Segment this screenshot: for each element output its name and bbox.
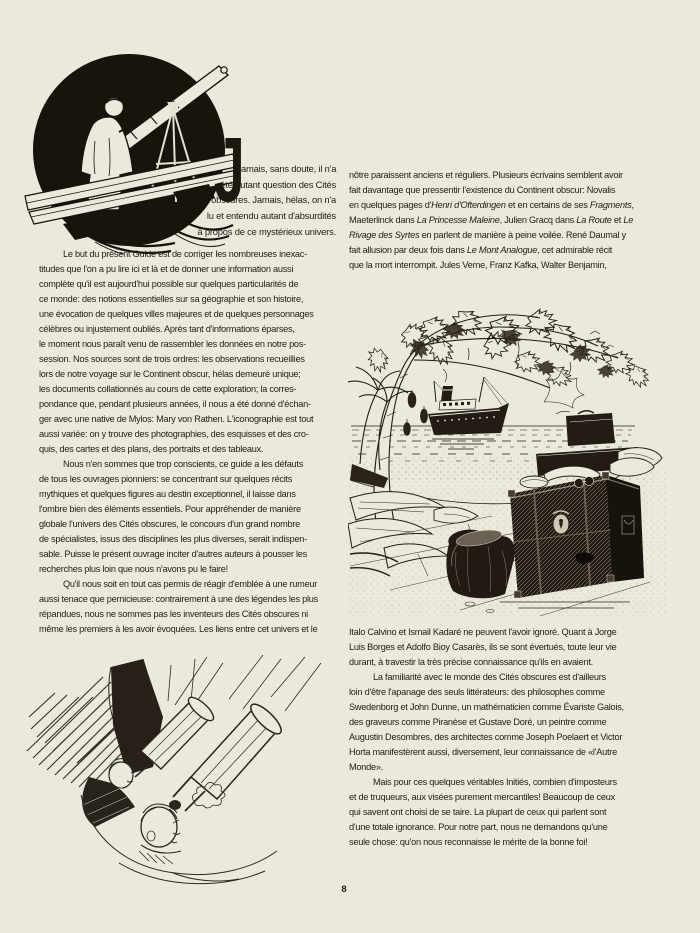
text-line: globale l'univers des Cités obscures, le concours d'un grand nombre bbox=[39, 519, 301, 529]
book-title: Henri d'Ofterdingen bbox=[431, 200, 506, 210]
text-line: Monde». bbox=[349, 762, 384, 772]
paragraph bbox=[349, 625, 639, 670]
text-line: pondance que, pendant plusieurs années, il nous a été donné d'échan- bbox=[39, 399, 311, 409]
opening-line: été autant question des Cités bbox=[220, 178, 336, 190]
book-title: La Princesse Maleine bbox=[416, 215, 500, 225]
text-line: les documents collationnés au cours de cette exploration; la corres- bbox=[39, 384, 297, 394]
text-line: sable. Puisse le présent ouvrage inciter d'autres auteurs à pousser les bbox=[39, 549, 307, 559]
text-line: une évocation de quelques villes majeures et de quelques personnages bbox=[39, 309, 314, 319]
text-line: durant, à travestir la très précise connaissance qu'ils en avaient. bbox=[349, 657, 593, 667]
text-line: l'ombre bien des éléments essentiels. Pour appréhender de manière bbox=[39, 504, 301, 514]
text-segment: et bbox=[611, 215, 624, 225]
text-line: aussi tenace que pernicieuse: contrairement à une des légendes les plus bbox=[39, 594, 318, 604]
text-line: ce monde: des notions essentielles sur sa géographie et son histoire, bbox=[39, 294, 304, 304]
text-line: Augustin Desombres, des architectes comme Joseph Poelaert et Victor bbox=[349, 732, 623, 742]
text-line: Le but du présent Guide est de corriger les nombreuses inexac- bbox=[63, 249, 307, 259]
paragraph bbox=[349, 168, 639, 273]
text-line: fait davantage que pressentir l'existence du Continent obscur: Novalis bbox=[349, 185, 616, 195]
text-line: Horta manifestèrent aussi, diversement, leur connaissance de «l'Autre bbox=[349, 747, 617, 757]
text-line: célèbres ou injustement oubliés. Après tant d'informations éparses, bbox=[39, 324, 295, 334]
text-line: session. Nos sources sont de trois ordres: les observations recueillies bbox=[39, 354, 305, 364]
right-text-column-top bbox=[349, 168, 639, 273]
text-line: mythiques et quelques figures au destin exceptionnel, il laisse dans bbox=[39, 489, 296, 499]
left-text-column bbox=[39, 247, 335, 637]
right-text-column-bottom bbox=[349, 625, 639, 850]
page-number: 8 bbox=[341, 884, 347, 895]
text-segment: , bbox=[631, 200, 634, 210]
text-line bbox=[349, 243, 639, 258]
text-segment: Maeterlinck dans bbox=[349, 215, 417, 225]
text-segment: , cet admirable récit bbox=[537, 245, 613, 255]
text-line: Swedenborg et John Dunne, un mathématicien comme Évariste Galois, bbox=[349, 702, 624, 712]
text-line: que la mort interrompit. Jules Verne, Franz Kafka, Walter Benjamin, bbox=[349, 260, 607, 270]
text-line: de spécialistes, issus des disciplines les plus diverses, serait indispen- bbox=[39, 534, 307, 544]
text-line: loin d'être l'apanage des seuls littérateurs: des philosophes comme bbox=[349, 687, 605, 697]
paragraph bbox=[349, 775, 639, 850]
opening-line: à propos de ce mystérieux univers. bbox=[197, 225, 336, 237]
opening-line: obscures. Jamais, hélas, on n'a bbox=[211, 194, 336, 206]
text-line: quis, des cartes et des plans, des portraits et des tableaux. bbox=[39, 444, 264, 454]
text-line: d'une totale ignorance. Pour notre part, nous ne demandons qu'une bbox=[349, 822, 608, 832]
text-line: titudes que l'on a pu lire ici et là et de donner une information aussi bbox=[39, 264, 294, 274]
text-line: Mais pour ces quelques véritables Initiés, combien d'imposteurs bbox=[373, 777, 617, 787]
book-title: Le bbox=[623, 215, 634, 225]
text-line: recherches plus loin que nous n'avons pu le faire! bbox=[39, 564, 228, 574]
opening-line: lu et entendu autant d'absurdités bbox=[206, 210, 336, 222]
book-title: Rivage des Syrtes bbox=[349, 230, 420, 240]
text-line: de tous les ouvrages pionniers: se concentrant sur quelques récits bbox=[39, 474, 293, 484]
text-line bbox=[349, 213, 639, 228]
text-line: Nous n'en sommes que trop conscients, ce guide a les défauts bbox=[63, 459, 304, 469]
text-line bbox=[349, 228, 639, 243]
text-line: seule chose: qu'on nous reconnaisse le mérite de la bonne foi! bbox=[349, 837, 588, 847]
text-line: ger avec une native de Mylos: Mary von Rathen. L'iconographie est tout bbox=[39, 414, 314, 424]
text-segment: et en certains de ses bbox=[505, 200, 590, 210]
text-segment: en quelques pages d' bbox=[349, 200, 432, 210]
drop-cap: J bbox=[214, 119, 245, 221]
paragraph bbox=[39, 457, 335, 577]
paragraph bbox=[39, 577, 335, 637]
text-line bbox=[349, 198, 639, 213]
text-line: lors de notre voyage sur le Continent obscur, hélas demeuré unique; bbox=[39, 369, 301, 379]
text-line: nôtre paraissent anciens et réguliers. Plusieurs écrivains semblent avoir bbox=[349, 170, 623, 180]
men-looking-through-telescopes-sketch-illustration bbox=[23, 655, 343, 907]
text-line: le moment nous paraît venu de rassembler les données en notre pos- bbox=[39, 339, 306, 349]
book-title: Fragments bbox=[589, 200, 632, 210]
text-line: Italo Calvino et Ismail Kadaré ne peuvent l'avoir ignoré. Quant à Jorge bbox=[349, 627, 617, 637]
text-line: et de truqueurs, aux visées purement mercantiles! Beaucoup de ceux bbox=[349, 792, 615, 802]
text-segment: en parlent de manière à peine voilée. René Daumal y bbox=[419, 230, 626, 240]
text-line: Qu'il nous soit en tout cas permis de réagir d'emblée à une rumeur bbox=[63, 579, 318, 589]
paragraph bbox=[349, 670, 639, 775]
opening-line: amais, sans doute, il n'a bbox=[241, 163, 337, 174]
book-title: La Route bbox=[576, 215, 612, 225]
harbor-ship-and-luggage-illustration bbox=[348, 302, 666, 618]
paragraph bbox=[39, 247, 335, 457]
text-segment: , Julien Gracq dans bbox=[499, 215, 577, 225]
text-segment: fait allusion par deux fois dans bbox=[349, 245, 467, 255]
book-title: Le Mont Analogue bbox=[466, 245, 538, 255]
text-line: La familiarité avec le monde des Cités obscures est d'ailleurs bbox=[373, 672, 606, 682]
text-line: complète qu'il est aujourd'hui possible sur quelques particularités de bbox=[39, 279, 299, 289]
text-line: des graveurs comme Piranèse et Gustave Doré, un peintre comme bbox=[349, 717, 607, 727]
text-line: Luis Borges et Adolfo Bioy Casarès, ils se sont évertués, toute leur vie bbox=[349, 642, 617, 652]
text-line: même les premiers à les avoir évoquées. Les liens entre cet univers et le bbox=[39, 624, 318, 634]
text-line: répandues, nous ne sommes pas les inventeurs des Cités obscures ni bbox=[39, 609, 308, 619]
text-line: qui savent ont choisi de se taire. La plupart de ceux qui parlent sont bbox=[349, 807, 607, 817]
opening-paragraph bbox=[140, 161, 336, 239]
text-line: aussi variée: on y trouve des photographies, des esquisses et des cro- bbox=[39, 429, 309, 439]
